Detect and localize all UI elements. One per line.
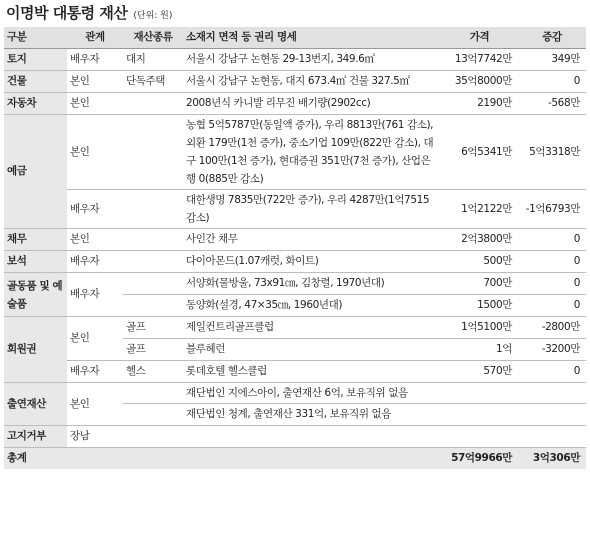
title-bar (6, 2, 172, 26)
row-desc: 블루헤런 (183, 339, 441, 361)
row-relation: 배우자 (67, 361, 123, 383)
table-row (4, 190, 586, 229)
row-type (123, 383, 183, 404)
row-type (123, 229, 183, 251)
row-category: 출연재산 (4, 383, 67, 426)
row-relation: 본인 (67, 115, 123, 190)
table-row (4, 251, 586, 273)
table-row (4, 361, 586, 383)
row-change: 5억3318만 (518, 115, 586, 190)
row-price: 2190만 (441, 93, 518, 115)
row-change (518, 404, 586, 426)
row-relation: 배우자 (67, 190, 123, 229)
row-price: 700만 (441, 273, 518, 295)
row-type (123, 404, 183, 426)
row-relation: 본인 (67, 71, 123, 93)
row-change: 349만 (518, 49, 586, 71)
row-desc: 서울시 강남구 논현동 29-13번지, 349.6㎡ (183, 49, 441, 71)
total-row (4, 448, 586, 470)
row-desc: 대한생명 7835만(722만 증가), 우리 4287만(1억7515 감소) (183, 190, 441, 229)
row-desc: 2008년식 카니발 리무진 배기량(2902cc) (183, 93, 441, 115)
row-type: 단독주택 (123, 71, 183, 93)
asset-table (4, 27, 586, 469)
row-category: 자동차 (4, 93, 67, 115)
row-price (441, 426, 518, 448)
row-type (123, 295, 183, 317)
row-price: 2억3800만 (441, 229, 518, 251)
row-desc: 사인간 채무 (183, 229, 441, 251)
row-desc: 재단법인 청계, 출연재산 331억, 보유직위 없음 (183, 404, 441, 426)
row-change: 0 (518, 251, 586, 273)
header-asset-type: 재산종류 (123, 27, 183, 49)
row-change: 0 (518, 361, 586, 383)
header-change: 증감 (518, 27, 586, 49)
row-relation: 본인 (67, 229, 123, 251)
table-row (4, 93, 586, 115)
table-row (4, 273, 586, 295)
row-type (123, 426, 183, 448)
row-category: 고지거부 (4, 426, 67, 448)
row-relation: 배우자 (67, 251, 123, 273)
row-price (441, 383, 518, 404)
row-category: 보석 (4, 251, 67, 273)
total-change: 3억306만 (518, 448, 586, 470)
row-price: 35억8000만 (441, 71, 518, 93)
table-row (4, 115, 586, 190)
row-category: 예금 (4, 115, 67, 229)
header-price: 가격 (441, 27, 518, 49)
row-change: -1억6793만 (518, 190, 586, 229)
row-desc: 서울시 강남구 논현동, 대지 673.4㎡ 건물 327.5㎡ (183, 71, 441, 93)
row-relation: 본인 (67, 93, 123, 115)
table-row (4, 383, 586, 404)
row-type (123, 251, 183, 273)
row-desc: 동양화(설경, 47×35㎝, 1960년대) (183, 295, 441, 317)
row-relation: 장남 (67, 426, 123, 448)
row-change: 0 (518, 71, 586, 93)
unit-note: (단위: 원) (133, 11, 173, 21)
row-desc: 농협 5억5787만(동일액 증가), 우리 8813만(761 감소), 외환 179만(1천 증가), 중소기업 109만(822만 감소), 대구 100만(1천 증가), 현대증권 351만(7천 증가), 산업은행 0(885만 감소) (183, 115, 441, 190)
row-change: -568만 (518, 93, 586, 115)
row-change: 0 (518, 273, 586, 295)
table-row (4, 49, 586, 71)
row-desc: 다이아몬드(1.07캐럿, 화이트) (183, 251, 441, 273)
table-row (4, 426, 586, 448)
header-category: 구분 (4, 27, 67, 49)
row-change: 0 (518, 295, 586, 317)
row-change (518, 383, 586, 404)
row-relation: 배우자 (67, 49, 123, 71)
row-price: 6억5341만 (441, 115, 518, 190)
total-label: 총계 (4, 448, 67, 470)
row-price: 1500만 (441, 295, 518, 317)
row-type: 골프 (123, 317, 183, 339)
header-relation: 관계 (67, 27, 123, 49)
row-type (123, 273, 183, 295)
row-desc: 서양화(물방울, 73x91㎝, 김창렬, 1970년대) (183, 273, 441, 295)
row-change: 0 (518, 229, 586, 251)
row-relation: 배우자 (67, 273, 123, 317)
row-type: 골프 (123, 339, 183, 361)
row-type: 헬스 (123, 361, 183, 383)
row-type (123, 190, 183, 229)
header-location: 소재지 면적 등 권리 명세 (183, 27, 441, 49)
row-category: 회원권 (4, 317, 67, 383)
row-type (123, 115, 183, 190)
row-category: 토지 (4, 49, 67, 71)
table-row (4, 317, 586, 339)
total-price: 57억9966만 (441, 448, 518, 470)
row-desc: 제일컨트리골프클럽 (183, 317, 441, 339)
row-type (123, 93, 183, 115)
row-price: 1억2122만 (441, 190, 518, 229)
row-price: 13억7742만 (441, 49, 518, 71)
row-price: 570만 (441, 361, 518, 383)
row-price: 1억5100만 (441, 317, 518, 339)
row-category: 건물 (4, 71, 67, 93)
row-desc: 재단법인 지에스아이, 출연재산 6억, 보유직위 없음 (183, 383, 441, 404)
row-type: 대지 (123, 49, 183, 71)
row-desc: 롯데호텔 헬스클럽 (183, 361, 441, 383)
row-change (518, 426, 586, 448)
row-category: 골동품 및 예술품 (4, 273, 67, 317)
row-price: 500만 (441, 251, 518, 273)
page-title: 이명박 대통령 재산 (6, 4, 128, 22)
row-category: 채무 (4, 229, 67, 251)
table-row (4, 71, 586, 93)
row-relation: 본인 (67, 317, 123, 361)
row-relation: 본인 (67, 383, 123, 426)
row-price: 1억 (441, 339, 518, 361)
row-change: -2800만 (518, 317, 586, 339)
row-change: -3200만 (518, 339, 586, 361)
row-price (441, 404, 518, 426)
header-row (4, 27, 586, 49)
table-row (4, 229, 586, 251)
row-desc (183, 426, 441, 448)
